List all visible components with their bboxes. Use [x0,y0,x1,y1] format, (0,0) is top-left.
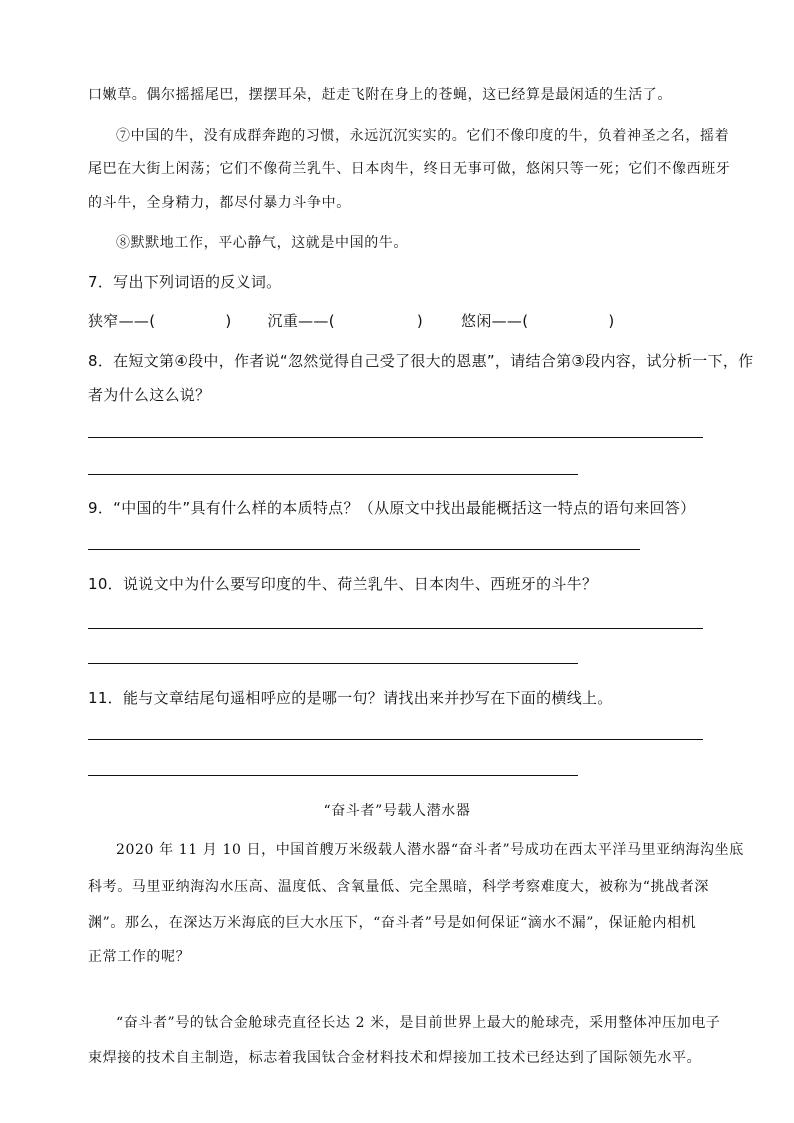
antonym-close-2: ) [416,312,424,330]
article-paragraph-line: 束焊接的技术自主制造，标志着我国钛合金材料技术和焊接加工技术已经达到了国际领先水平。 [88,1050,702,1066]
question-7-antonyms [88,310,615,331]
question-8-line: 8．在短文第④段中，作者说“忽然觉得自己受了很大的恩惠”，请结合第③段内容，试分析一下，作 [88,352,754,370]
question-11: 11．能与文章结尾句遥相呼应的是哪一句？请找出来并抄写在下面的横线上。 [88,689,613,707]
answer-line[interactable] [88,474,578,475]
passage-paragraph-7-line: ⑦中国的牛，没有成群奔跑的习惯，永远沉沉实实的。它们不像印度的牛，负着神圣之名，摇着 [116,128,730,144]
antonym-prompt-3: 悠闲——( [461,312,529,330]
passage-paragraph-7-line: 的斗牛，全身精力，都尽付暴力斗争中。 [88,195,351,211]
antonym-prompt-2: 沉重——( [267,312,335,330]
article-paragraph-line: 科考。马里亚纳海沟水压高、温度低、含氧量低、完全黑暗，科学考察难度大，被称为“挑战者深 [88,879,709,895]
answer-line[interactable] [88,775,578,776]
article-paragraph-line: 渊”。那么，在深达万米海底的巨大水压下，“奋斗者”号是如何保证“滴水不漏”，保证舱内相机 [88,915,697,931]
answer-line[interactable] [88,663,578,664]
answer-line[interactable] [88,628,703,629]
passage-paragraph-8: ⑧默默地工作，平心静气，这就是中国的牛。 [116,235,408,251]
question-7-stem: 7．写出下列词语的反义词。 [88,273,282,291]
article-paragraph-line: 2020 年 11 月 10 日，中国首艘万米级载人潜水器“奋斗者”号成功在西太平洋马里亚纳海沟坐底 [116,842,744,858]
antonym-close-1: ) [225,312,232,330]
antonym-close-3: ) [608,312,615,330]
passage-line: 口嫩草。偶尔摇摇尾巴，摆摆耳朵，赶走飞附在身上的苍蝇，这已经算是最闲适的生活了。 [88,87,672,103]
passage-paragraph-7-line: 尾巴在大街上闲荡；它们不像荷兰乳牛、日本肉牛，终日无事可做，悠闲只等一死；它们不像西班牙 [88,161,731,177]
answer-line[interactable] [88,549,640,550]
answer-line[interactable] [88,739,703,740]
article-paragraph-line: “奋斗者”号的钛合金舱球壳直径长达 2 米，是目前世界上最大的舱球壳，采用整体冲压加电子 [116,1015,721,1031]
answer-line[interactable] [88,437,703,438]
question-8-line: 者为什么这么说？ [88,386,211,404]
question-10: 10．说说文中为什么要写印度的牛、荷兰乳牛、日本肉牛、西班牙的斗牛？ [88,575,598,593]
antonym-prompt-1: 狭窄——( [88,312,156,330]
article-paragraph-line: 正常工作的呢？ [88,949,191,965]
article-title: “奋斗者”号载人潜水器 [323,803,471,819]
question-9: 9．“中国的牛”具有什么样的本质特点？（从原文中找出最能概括这一特点的语句来回答） [88,499,696,517]
